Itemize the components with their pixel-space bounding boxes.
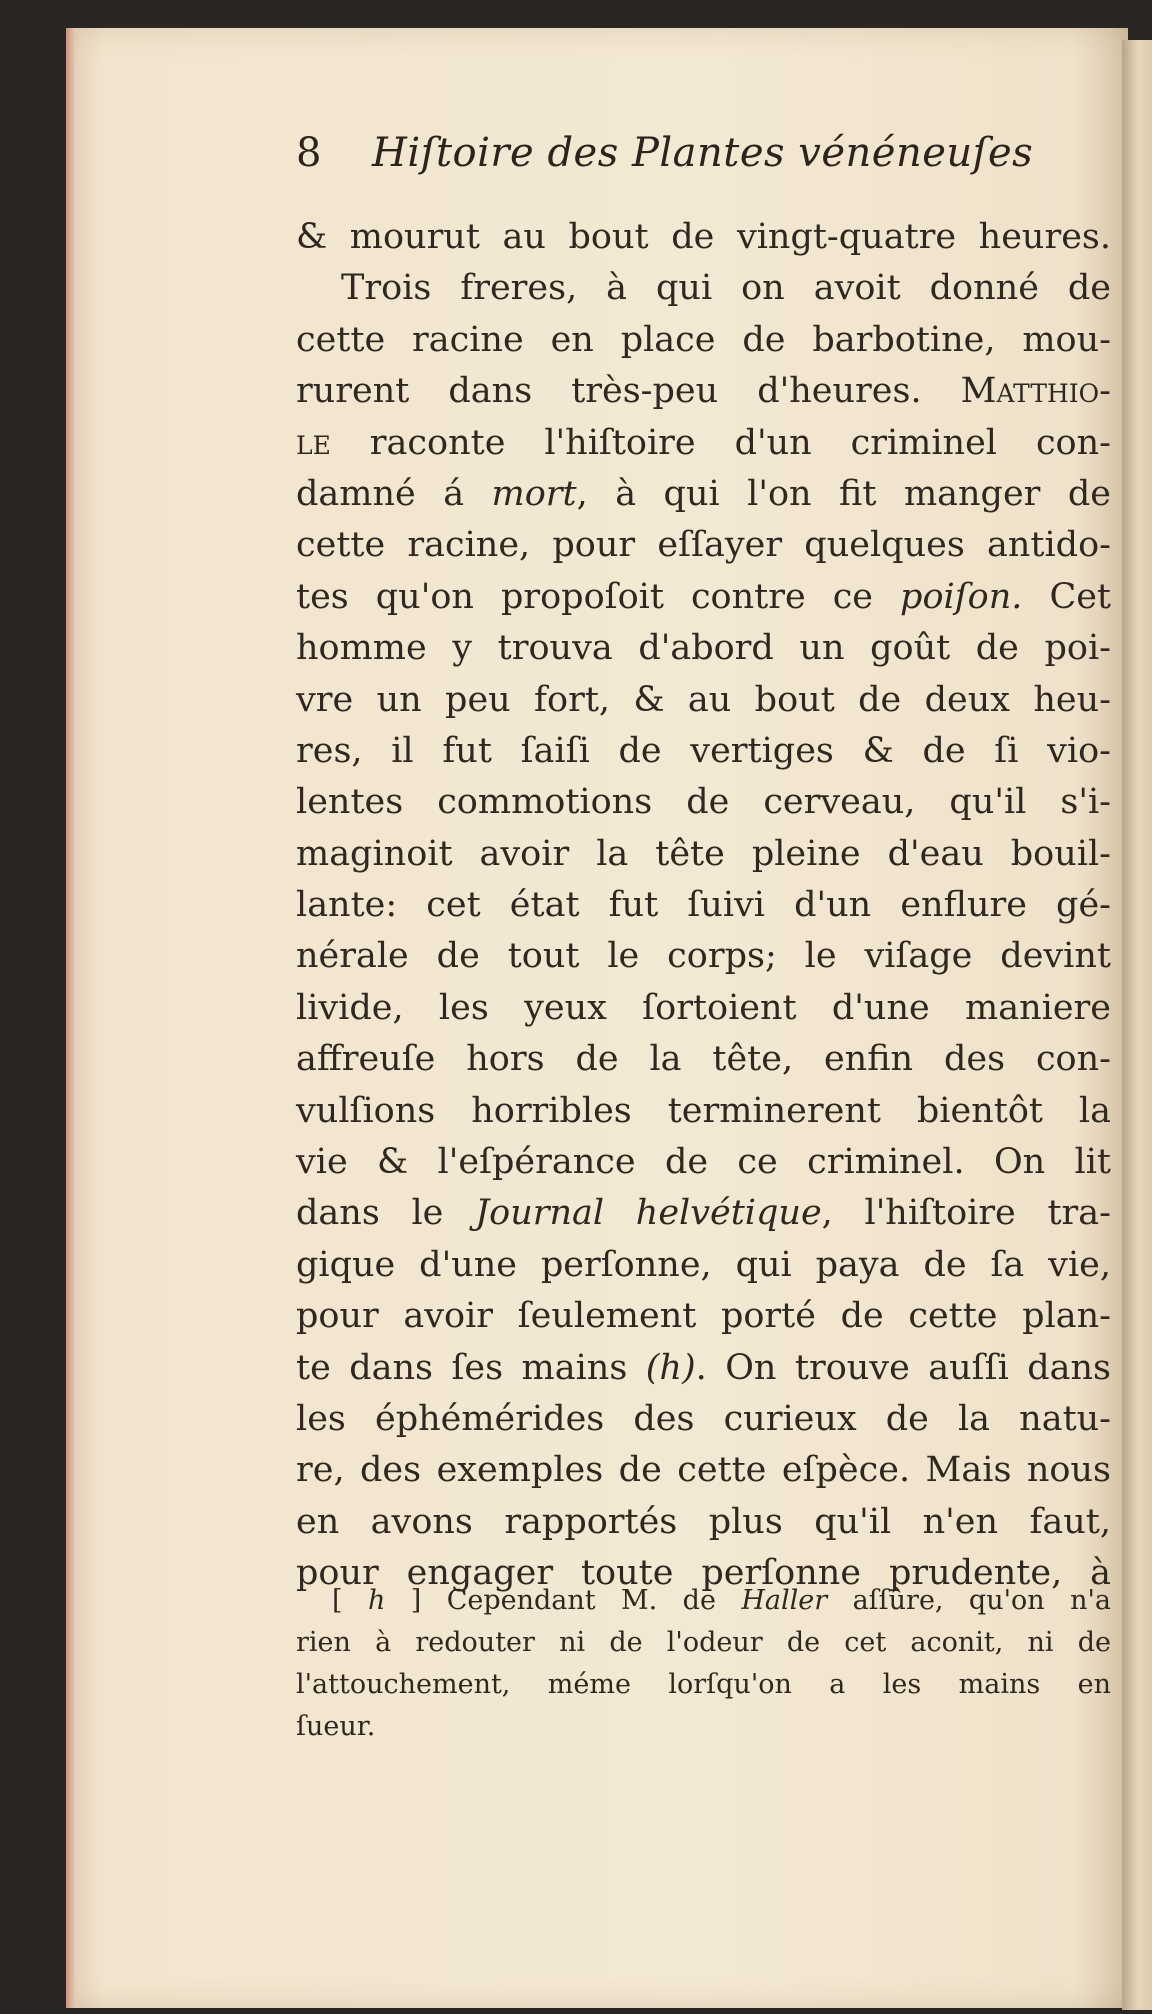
text-segment: vre un peu fort, & au bout de deux heu- bbox=[296, 679, 1111, 720]
text-segment: rurent dans très-peu d'heures. bbox=[296, 371, 961, 412]
text-segment: pour avoir ſeulement porté de cette plan- bbox=[296, 1296, 1111, 1337]
text-segment: le bbox=[296, 422, 331, 463]
text-segment: Journal helvétique bbox=[475, 1193, 822, 1234]
text-line bbox=[296, 1343, 1111, 1394]
text-segment: re, des exemples de cette eſpèce. Mais nous bbox=[296, 1450, 1111, 1491]
text-segment: Cet bbox=[1022, 576, 1112, 617]
text-line bbox=[296, 366, 1111, 417]
text-segment: h bbox=[367, 1585, 386, 1616]
text-segment: (h) bbox=[645, 1347, 696, 1388]
text-line bbox=[296, 263, 1111, 314]
running-title: Hiſtoire des Plantes vénéneuſes bbox=[372, 130, 1034, 176]
text-line bbox=[296, 1445, 1111, 1496]
text-line bbox=[296, 1394, 1111, 1445]
text-segment: l'attouchement, méme lorſqu'on a les mains en bbox=[296, 1669, 1111, 1700]
body-text bbox=[296, 212, 1111, 1600]
text-segment: , à qui l'on fit manger de bbox=[576, 473, 1111, 514]
text-segment: vie & l'eſpérance de ce criminel. On lit bbox=[296, 1142, 1111, 1183]
text-segment: pour engager toute perſonne prudente, à bbox=[296, 1553, 1111, 1594]
footnote-line bbox=[296, 1664, 1111, 1706]
text-segment: res, il fut ſaiſi de vertiges & de ſi vio- bbox=[296, 730, 1111, 771]
text-segment: aſſûre, qu'on n'a bbox=[827, 1585, 1111, 1616]
page-edge bbox=[66, 28, 74, 2008]
text-segment: livide, les yeux ſortoient d'une maniere bbox=[296, 987, 1111, 1028]
text-segment: ſueur. bbox=[296, 1711, 376, 1742]
text-segment: . On trouve auſſi dans bbox=[695, 1347, 1111, 1388]
text-segment: gique d'une perſonne, qui paya de ſa vie, bbox=[296, 1244, 1111, 1285]
text-line bbox=[296, 212, 1111, 263]
text-line bbox=[296, 1497, 1111, 1548]
footnote-line bbox=[296, 1706, 1111, 1748]
footnote-line bbox=[296, 1622, 1111, 1664]
text-line bbox=[296, 520, 1111, 571]
text-line bbox=[296, 315, 1111, 366]
adjacent-page-edge bbox=[1122, 40, 1152, 2010]
text-line bbox=[296, 1034, 1111, 1085]
text-segment: te dans ſes mains bbox=[296, 1347, 646, 1388]
text-line bbox=[296, 623, 1111, 674]
text-segment: lentes commotions de cerveau, qu'il s'i- bbox=[296, 782, 1111, 823]
text-segment: cette racine en place de barbotine, mou- bbox=[296, 319, 1111, 360]
text-segment: mort bbox=[491, 473, 577, 514]
text-segment: rien à redouter ni de l'odeur de cet aconit, ni de bbox=[296, 1627, 1111, 1658]
text-line bbox=[296, 1137, 1111, 1188]
text-segment: , l'hiſtoire tra- bbox=[821, 1193, 1111, 1234]
text-segment: vulſions horribles terminerent bientôt la bbox=[296, 1090, 1111, 1131]
page-number: 8 bbox=[296, 130, 322, 176]
text-line bbox=[296, 1188, 1111, 1239]
text-line bbox=[296, 572, 1111, 623]
text-segment: en avons rapportés plus qu'il n'en faut, bbox=[296, 1501, 1111, 1542]
text-segment: cette racine, pour eſſayer quelques antido- bbox=[296, 525, 1111, 566]
text-segment: les éphémérides des curieux de la natu- bbox=[296, 1398, 1111, 1439]
text-line bbox=[296, 983, 1111, 1034]
text-segment: raconte l'hiſtoire d'un criminel con- bbox=[330, 422, 1111, 463]
text-line bbox=[296, 1086, 1111, 1137]
text-segment: lante: cet état fut ſuivi d'un enflure gé- bbox=[296, 885, 1111, 926]
text-segment: [ bbox=[332, 1585, 368, 1616]
text-segment: affreuſe hors de la tête, enfin des con- bbox=[296, 1039, 1111, 1080]
text-segment: homme y trouva d'abord un goût de poi- bbox=[296, 628, 1111, 669]
text-line bbox=[296, 777, 1111, 828]
text-line bbox=[296, 726, 1111, 777]
text-line bbox=[296, 829, 1111, 880]
text-line bbox=[296, 469, 1111, 520]
text-segment: Trois freres, à qui on avoit donné de bbox=[341, 268, 1111, 309]
footnote-line bbox=[296, 1580, 1111, 1622]
text-segment: Haller bbox=[741, 1585, 828, 1616]
text-segment: & mourut au bout de vingt-quatre heures. bbox=[296, 217, 1111, 257]
text-line bbox=[296, 418, 1111, 469]
text-line bbox=[296, 1240, 1111, 1291]
text-line bbox=[296, 675, 1111, 726]
text-line bbox=[296, 1291, 1111, 1342]
text-segment: dans le bbox=[296, 1193, 476, 1234]
text-segment: Matthio- bbox=[960, 371, 1111, 412]
text-segment: ] Cependant M. de bbox=[385, 1585, 742, 1616]
text-line bbox=[296, 931, 1111, 982]
running-header bbox=[296, 130, 1096, 190]
footnote bbox=[296, 1580, 1111, 1748]
text-segment: damné á bbox=[296, 473, 492, 514]
text-segment: nérale de tout le corps; le viſage devint bbox=[296, 936, 1111, 977]
text-line bbox=[296, 880, 1111, 931]
text-segment: poiſon. bbox=[900, 576, 1023, 617]
text-segment: tes qu'on propoſoit contre ce bbox=[296, 576, 901, 617]
text-segment: maginoit avoir la tête pleine d'eau bouil- bbox=[296, 833, 1111, 874]
